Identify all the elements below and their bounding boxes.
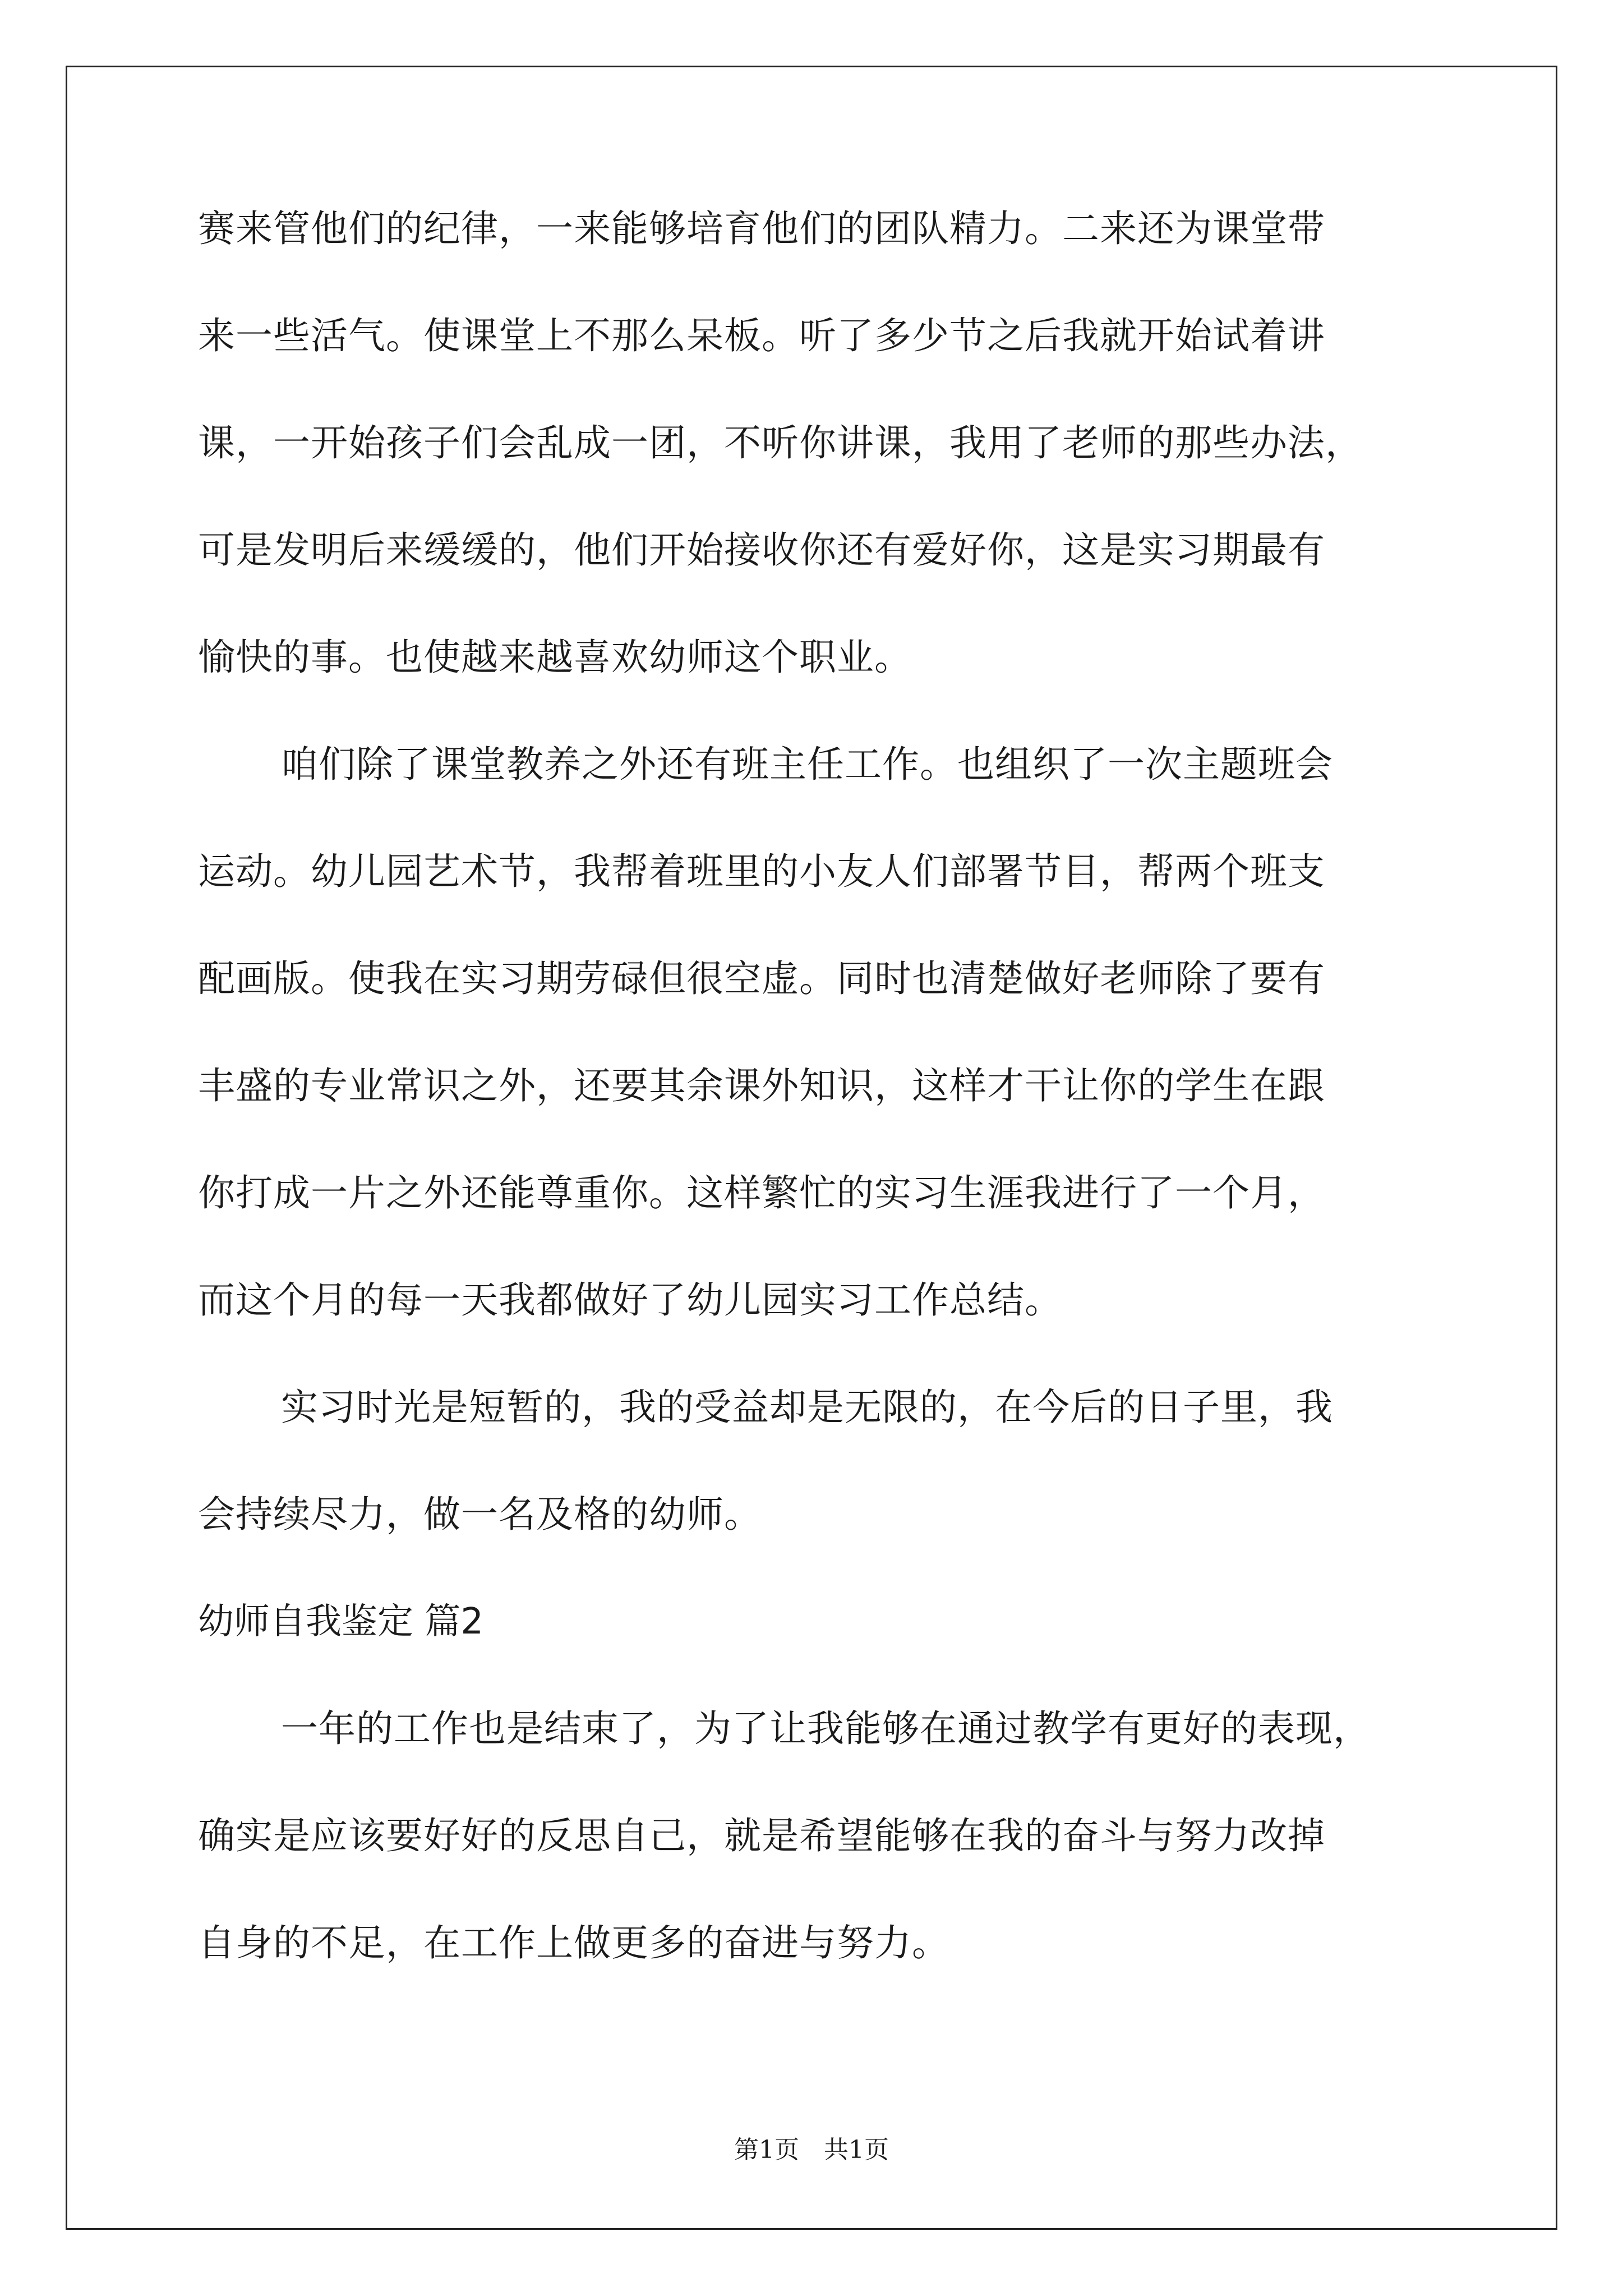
text-line: 赛来管他们的纪律，一来能够培育他们的团队精力。二来还为课堂带: [198, 207, 1325, 250]
text-line: 会持续尽力，做一名及格的幼师。: [198, 1493, 762, 1536]
text-line: 丰盛的专业常识之外，还要其余课外知识，这样才干让你的学生在跟: [198, 1064, 1325, 1107]
text-line: 运动。幼儿园艺术节，我帮着班里的小友人们部署节目，帮两个班支: [198, 850, 1325, 893]
text-line: 课，一开始孩子们会乱成一团，不听你讲课，我用了老师的那些办法，: [198, 421, 1363, 464]
text-line: 愉快的事。也使越来越喜欢幼师这个职业。: [198, 636, 912, 679]
text-line: 来一些活气。使课堂上不那么呆板。听了多少节之后我就开始试着讲: [198, 314, 1325, 357]
page-footer: 第1页 共1页: [734, 2136, 889, 2164]
text-line: 可是发明后来缓缓的，他们开始接收你还有爱好你，这是实习期最有: [198, 528, 1325, 572]
text-line: 而这个月的每一天我都做好了幼儿园实习工作总结。: [198, 1278, 1062, 1322]
text-line: 一年的工作也是结束了，为了让我能够在通过教学有更好的表现，: [281, 1707, 1371, 1750]
section-heading: 幼师自我鉴定 篇2: [198, 1601, 484, 1642]
text-line: 咱们除了课堂教养之外还有班主任工作。也组织了一次主题班会: [281, 743, 1333, 786]
text-line: 你打成一片之外还能尊重你。这样繁忙的实习生涯我进行了一个月，: [198, 1171, 1325, 1214]
text-line: 配画版。使我在实习期劳碌但很空虚。同时也清楚做好老师除了要有: [198, 957, 1325, 1000]
text-line: 自身的不足，在工作上做更多的奋进与努力。: [198, 1921, 949, 1964]
text-line: 实习时光是短暂的，我的受益却是无限的，在今后的日子里，我: [281, 1386, 1333, 1429]
text-line: 确实是应该要好好的反思自己，就是希望能够在我的奋斗与努力改掉: [198, 1814, 1325, 1857]
page-border: [66, 66, 1557, 2230]
